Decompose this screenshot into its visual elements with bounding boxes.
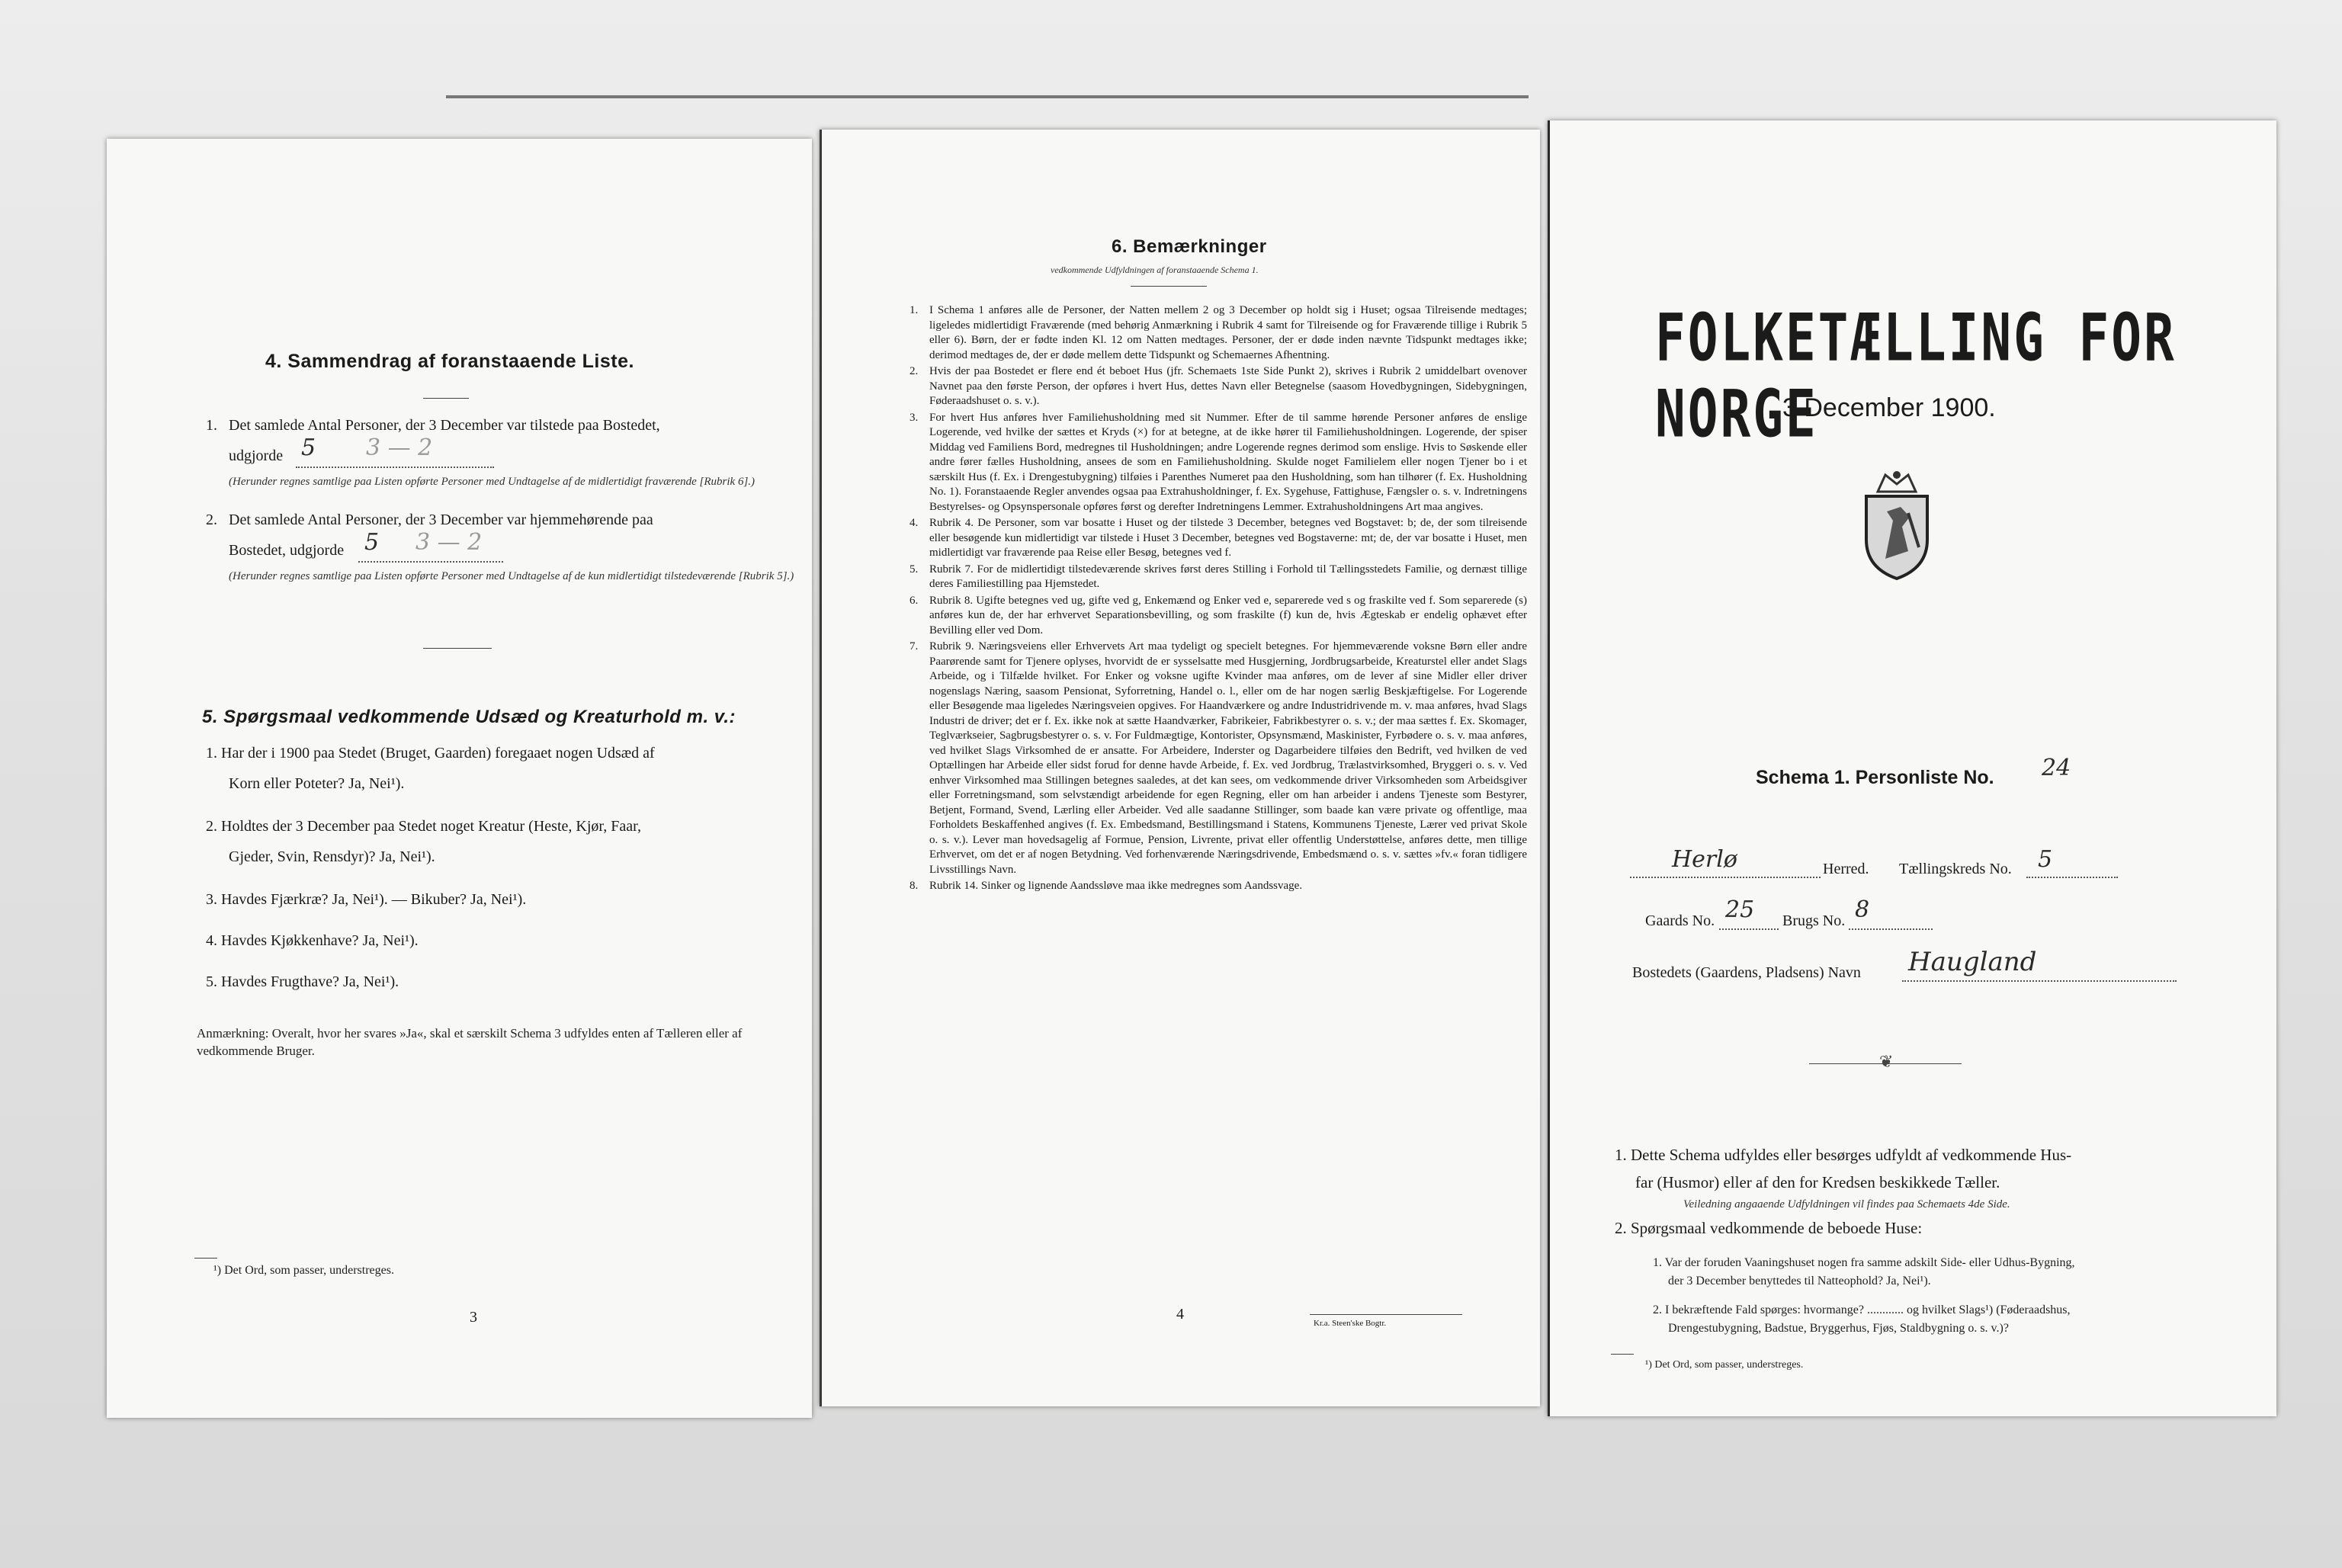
s4-item2-note: (Herunder regnes samtlige paa Listen opførte Personer med Undtagelse af de kun midlertidigt tilstedeværende [Rubrik 5].)	[229, 570, 794, 582]
s4-item2-label: Bostedet, udgjorde	[229, 542, 345, 559]
s5-q1-line1: 1. Har der i 1900 paa Stedet (Bruget, Gaarden) foregaaet nogen Udsæd af	[206, 745, 655, 762]
short-rule	[423, 398, 469, 399]
printer-rule	[1310, 1314, 1462, 1315]
instr2: 2. Spørgsmaal vedkommende de beboede Huse:	[1615, 1219, 1923, 1237]
remark-item	[910, 411, 1527, 515]
gaard-label: Gaards No.	[1645, 912, 1715, 929]
instr2-sub2-line2: Drengestubygning, Badstue, Bryggerhus, Fjøs, Staldbygning o. s. v.)?	[1668, 1322, 2009, 1335]
herred-line	[1630, 877, 1821, 878]
bosted-label: Bostedets (Gaardens, Pladsens) Navn	[1632, 964, 1861, 981]
instr2-sub1-line1: 1. Var der foruden Vaaningshuset nogen fra samme adskilt Side- eller Udhus-Bygning,	[1653, 1256, 2075, 1269]
herred-label: Herred.	[1823, 861, 1869, 877]
remark-text: Rubrik 7. For de midlertidigt tilstedeværende skrives først deres Stilling i Forhold til Tællingsstedets Familie, og dernæst tillige deres Familiestilling paa Hjemstedet.	[929, 563, 1527, 590]
s4-item1-num: 1.	[206, 417, 217, 434]
section-divider	[423, 648, 492, 649]
remark-number: 3.	[910, 411, 919, 424]
bosted-value: Haugland	[1908, 947, 2037, 977]
remark-text: I Schema 1 anføres alle de Personer, der Natten mellem 2 og 3 December op holdt sig i Huset; ogsaa Tilreisende medtages; ligeledes midlertidigt Fraværende (med behørig Anmærkning i Rubrik 4 samt for Tilreisende og for Fraværende tillige i Rubrik 5 eller 6). Børn, der er fødte inden Kl. 12 om Natten medtages. Personer, der er døde inden nævnte Tidspunkt medtages ikke; derimod medtages de, der er døde mellem dette Tidspunkt og Schemaernes Afhentning.	[929, 304, 1527, 361]
gaard-line	[1719, 928, 1779, 930]
remarks-list	[910, 303, 1527, 896]
herred-value: Herlø	[1672, 846, 1737, 873]
instr1-line2: far (Husmor) eller af den for Kredsen beskikkede Tæller.	[1635, 1173, 2000, 1191]
brug-value: 8	[1855, 896, 1870, 923]
s4-item2-rest: 3 — 2	[415, 529, 483, 556]
kreds-line	[2026, 877, 2118, 878]
s5-q5: 5. Havdes Frugthave? Ja, Nei¹).	[206, 973, 399, 990]
scan-edge-line	[446, 95, 1529, 98]
remark-number: 6.	[910, 594, 919, 607]
page-3	[107, 139, 812, 1418]
kreds-value: 5	[2038, 846, 2053, 873]
section-4-title: 4. Sammendrag af foranstaaende Liste.	[265, 351, 634, 372]
anmaerkning: Anmærkning: Overalt, hvor her svares »Ja«, skal et særskilt Schema 3 udfyldes enten af Tælleren eller af vedkommende Bruger.	[197, 1026, 743, 1059]
instr1-note: Veiledning angaaende Udfyldningen vil findes paa Schemaets 4de Side.	[1683, 1198, 2010, 1210]
s4-item1-text: Det samlede Antal Personer, der 3 December var tilstede paa Bostedet,	[229, 417, 660, 434]
cover-date: 3 December 1900.	[1782, 393, 1996, 422]
cover-footnote-rule	[1611, 1354, 1634, 1355]
norway-coat-of-arms	[1855, 467, 1939, 582]
instr2-sub1-line2: der 3 December benyttedes til Natteophold? Ja, Nei¹).	[1668, 1275, 1931, 1287]
remark-text: Rubrik 4. De Personer, som var bosatte i Huset og der tilstede 3 December, betegnes ved Bogstavet: b; de, der som tilreisende eller besøgende kun midlertidigt var tilstede i Huset 3 December, betegnes ved Bogstaverne: mt; de, der var bosatte i Huset, men midlertidigt var fraværende paa Reise eller Besøg, betegnes ved f.	[929, 517, 1527, 559]
remark-item	[910, 516, 1527, 561]
remark-text: Rubrik 9. Næringsveiens eller Erhvervets Art maa tydeligt og specielt betegnes. For hjemmeværende voksne Børn eller andre Paarørende samt for Tjenere oplyses, hvorvidt de er sysselsatte med Husgjerning, Jordbrugsarbeide, Kreaturstel eller andet Slags Arbeide, og i Tilfælde hvilket. For Enker og voksne ugifte Kvinder maa anføres, om de lever af sine Midler eller driver nogenslags Næring, saasom Pensionat, Syforretning, Handel o. l., eller om de har nogen særlig Beskjæftigelse. For Logerende eller Besøgende maa ligeledes Næringsveien opgives. For Haandværkere og andre Industridrivende m. v. maa anføres, hvad Slags Industri de driver; det er f. Ex. ikke nok at sætte Haandværker, Fabrikeier, Fabrikbestyrer o. s. v.; der maa sættes f. Ex. Skomager, Teglværkseier, Sagbrugsbestyrer o. s. v. For Fuldmægtige, Kontorister, Opsynsmænd, Maskinister, Fyrbødere o. s. v. maa anføres, ved hvilket Slags Virksomhed de er ansatte. For Arbeidere, Inderster og Dagarbeidere tilføies den Bedrift, ved hvilken de ved Optællingen har Arbeide eller sidst forud for denne havde Arbeide, f. Ex. ved Jordbrug, Trælastvirksomhed, Bryggeri o. s. v. Ved enhver Virksomhed maa Stillingen betegnes saaledes, at det kan sees, om vedkommende driver Virksomheden som Arbeidsgiver eller Forretningsmand, som selvstændigt arbeidende for egen Regning, eller om han arbeider i andens Tjeneste som Bestyrer, Betjent, Formand, Svend, Lærling eller Arbeider. Ved alle saadanne Stillinger, som baade kan være private og offentlige, maa Forholdets Beskaffenhed angives (f. Ex. Embedsmand, Bestillingsmand i Statens, Kommunens Tjeneste, Lærer ved privat Skole o. s. v.). Lever man hovedsagelig af Formue, Pension, Livrente, privat eller offentlig Understøttelse, anføres dette, men tillige Erhvervet, om det er af nogen Betydning. Ved forhenværende Næringsdrivende, Embedsmænd o. s. v. sættes »fv.« foran tidligere Livsstillings Navn.	[929, 640, 1527, 876]
remark-number: 1.	[910, 304, 919, 316]
brug-label: Brugs No.	[1782, 912, 1846, 929]
instr1-line1: 1. Dette Schema udfyldes eller besørges udfyldt af vedkommende Hus-	[1615, 1146, 2072, 1164]
instr2-sub2-line1: 2. I bekræftende Fald spørges: hvormange? ............ og hvilket Slags¹) (Føderaadshus,	[1653, 1303, 2071, 1316]
section-6-subtitle: vedkommende Udfyldningen af foranstaaende Schema 1.	[1051, 265, 1259, 275]
remark-text: Rubrik 8. Ugifte betegnes ved ug, gifte ved g, Enkemænd og Enker ved e, separerede ved s og fraskilte ved f. Som separerede (s) anføres kun de, der har erhvervet Separationsbevilling, og som fraskilte (f) kun de, hvis Ægteskab er endelig ophævet efter Bevilling eller ved Dom.	[929, 594, 1527, 636]
section-5-title: 5. Spørgsmaal vedkommende Udsæd og Kreaturhold m. v.:	[202, 707, 736, 727]
s5-q3: 3. Havdes Fjærkræ? Ja, Nei¹). — Bikuber? Ja, Nei¹).	[206, 891, 527, 908]
page-4	[820, 130, 1540, 1406]
remark-number: 4.	[910, 517, 919, 529]
gaard-value: 25	[1725, 896, 1755, 923]
remark-item	[910, 364, 1527, 409]
remark-number: 8.	[910, 880, 919, 892]
s5-q4: 4. Havdes Kjøkkenhave? Ja, Nei¹).	[206, 932, 419, 949]
kreds-label: Tællingskreds No.	[1899, 861, 2012, 877]
page-number-4: 4	[1176, 1306, 1184, 1323]
s4-item2-value: 5	[364, 529, 380, 556]
footnote-rule	[194, 1258, 217, 1259]
s4-item1-value: 5	[301, 434, 316, 461]
remark-text: Rubrik 14. Sinker og lignende Aandssløve maa ikke medregnes som Aandssvage.	[929, 880, 1303, 892]
s4-item2-num: 2.	[206, 511, 217, 528]
remark-text: For hvert Hus anføres hver Familiehusholdning med sit Nummer. Efter de til samme hørende Personer anføres de enslige Logerende, ved hvilke der sættes et Kryds (×) for at betegne, at de ikke hører til Familiehusholdningen. Logerende, der spiser Middag ved Familiens Bord, medregnes til Husholdningen; andre Logerende regnes derimod som enslige. Hvis to Søskende eller andre fører fælles Husholdning, ansees de som en Familiehusholdning. Skulde noget Familielem eller nogen Tjener bo i et særskilt Hus (f. Ex. i Drengestubygning) tilføies i Parenthes Numeret paa den Husholdning, som han tilhører (f. Ex. Husholdning No. 1). Foranstaaende Regler anvendes ogsaa paa Extrahusholdninger, f. Ex. Sygehuse, Fattighuse, Fængsler o. s. v. Indretningens Bestyrelses- og Opsynspersonale opføres først og derefter Indretningens Lemmer. Extrahusholdningens Art maa angives.	[929, 411, 1527, 513]
s5-q1-line2: Korn eller Poteter? Ja, Nei¹).	[229, 775, 405, 792]
remark-text: Hvis der paa Bostedet er flere end ét beboet Hus (jfr. Schemaets 1ste Side Punkt 2), skrives i Rubrik 2 umiddelbart ovenover Navnet paa den første Person, der opføres i hvert Hus, dettes Navn eller Betegnelse (saasom Hovedbygningen, Sidebygningen, Føderaadshuset o. s. v.).	[929, 365, 1527, 407]
schema-personliste-no: 24	[2042, 755, 2071, 781]
remark-item	[910, 563, 1527, 592]
s4-item2-text: Det samlede Antal Personer, der 3 December var hjemmehørende paa	[229, 511, 653, 528]
remark-item	[910, 303, 1527, 363]
s4-item1-rest: 3 — 2	[366, 434, 433, 461]
remark-number: 2.	[910, 365, 919, 377]
remark-item	[910, 640, 1527, 877]
ornament-icon: ❦	[1879, 1052, 1894, 1071]
schema-label: Schema 1. Personliste No.	[1756, 767, 1994, 788]
cover-page	[1548, 120, 2276, 1416]
section-6-title: 6. Bemærkninger	[1112, 236, 1267, 257]
remark-number: 7.	[910, 640, 919, 653]
cover-footnote: ¹) Det Ord, som passer, understreges.	[1645, 1359, 1804, 1371]
s5-q2-line2: Gjeder, Svin, Rensdyr)? Ja, Nei¹).	[229, 848, 435, 865]
remark-number: 5.	[910, 563, 919, 576]
title-rule	[1131, 286, 1207, 287]
page-number-3: 3	[470, 1309, 477, 1326]
cover-title: FOLKETÆLLING FOR NORGE	[1655, 300, 2177, 453]
remark-item	[910, 594, 1527, 639]
brug-line	[1849, 928, 1933, 930]
s5-q2-line1: 2. Holdtes der 3 December paa Stedet noget Kreatur (Heste, Kjør, Faar,	[206, 818, 641, 835]
footnote: ¹) Det Ord, som passer, understreges.	[213, 1264, 394, 1277]
remark-item	[910, 879, 1527, 894]
s4-item2-line	[358, 561, 503, 563]
bosted-line	[1902, 980, 2177, 982]
printer-mark: Kr.a. Steen'ske Bogtr.	[1314, 1319, 1387, 1328]
s4-item1-label: udgjorde	[229, 447, 284, 464]
s4-item1-note: (Herunder regnes samtlige paa Listen opførte Personer med Undtagelse af de midlertidigt fraværende [Rubrik 6].)	[229, 476, 756, 488]
s4-item1-line	[296, 467, 494, 468]
